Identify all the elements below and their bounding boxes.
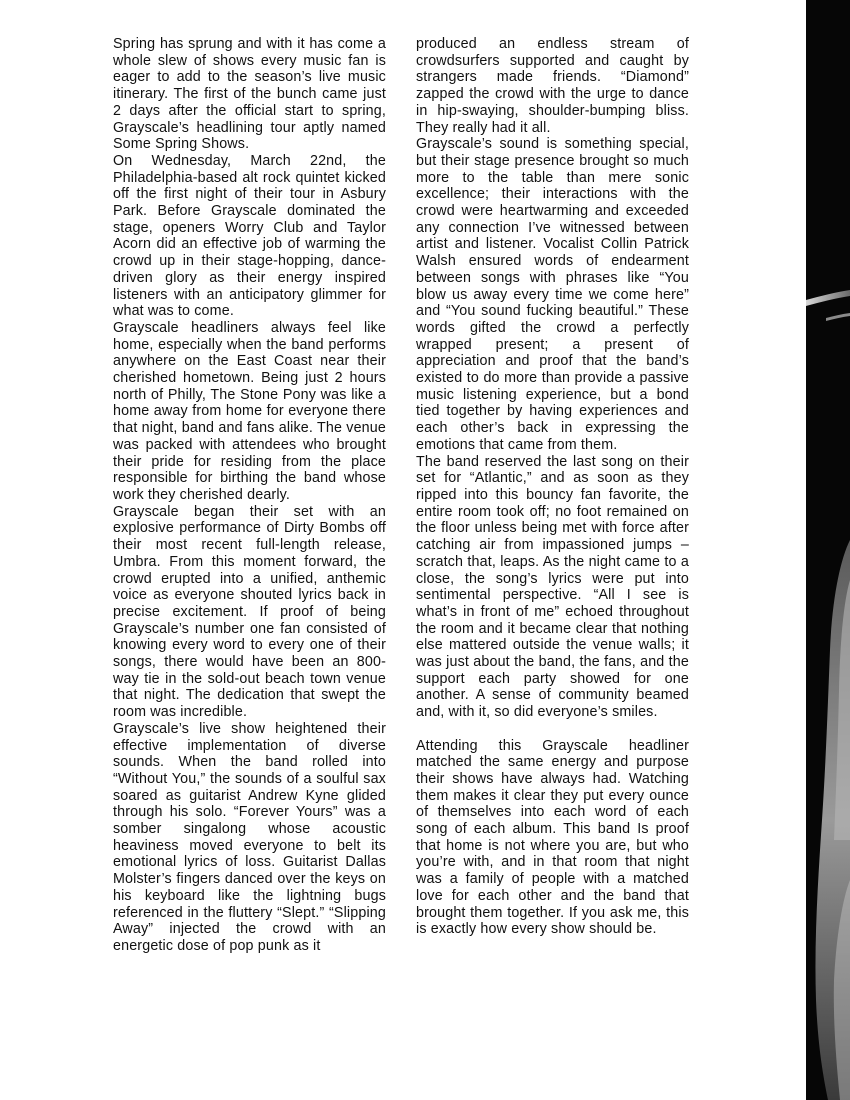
paragraph: Grayscale’s sound is something special, but their stage presence brought so much more to the table than mere sonic excellence; their interactions with the crowd were heartwarming and exceeded any connection I’ve witnessed between artist and listener. Vocalist Collin Patrick Walsh ensured words of endearment between songs with phrases like “You blow us away every time we come here” and “You sound fucking beautiful.” These words gifted the crowd a perfectly wrapped present; a present of appreciation and proof that the band’s existed to do more than provide a passive music listening experience, but a bond tied together by having experiences and each other’s back in expressing the emotions that came from them.: [416, 136, 689, 453]
paragraph: The band reserved the last song on their set for “Atlantic,” and as soon as they ripped into this bouncy fan favorite, the entire room took off; no foot remained on the floor unless being met with force after catching air from impassioned jumps – scratch that, leaps. As the night came to a close, the song’s lyrics were put into sentimental perspective. “All I see is what’s in front of me” echoed throughout the room and it became clear that nothing else mattered outside the venue walls; it was just about the band, the fans, and the support each party showed for one another. A sense of community beamed and, with it, so did everyone’s smiles.: [416, 453, 689, 721]
article-column-right: [416, 36, 689, 938]
article-column-left: [113, 36, 386, 955]
paragraph: Grayscale headliners always feel like home, especially when the band performs anywhere on the East Coast near their cherished hometown. Being just 2 hours north of Philly, The Stone Pony was like a home away from home for everyone there that night, band and fans alike. The venue was packed with attendees who brought their pride for residing from the place responsible for birthing the band whose work they cherished dearly.: [113, 319, 386, 503]
paragraph: Grayscale’s live show heightened their effective implementation of diverse sounds. When the band rolled into “Without You,” the sounds of a soulful sax soared as guitarist Andrew Kyne glided through his solo. “Forever Yours” was a somber singalong whose acoustic heaviness moved everyone to belt its emotional lyrics of loss. Guitarist Dallas Molster’s fingers danced over the keys on his keyboard like the lightning bugs referenced in the fluttery “Slept.” “Slipping Away” injected the crowd with an energetic dose of pop punk as it: [113, 720, 386, 954]
paragraph-spacer: [416, 721, 689, 738]
paragraph: On Wednesday, March 22nd, the Philadelphia-based alt rock quintet kicked off the first night of their tour in Asbury Park. Before Grayscale dominated the stage, openers Worry Club and Taylor Acorn did an effective job of warming the crowd up in their stage-hopping, dance-driven glory as their energy inspired listeners with an anticipatory glimmer for what was to come.: [113, 152, 386, 320]
paragraph: Spring has sprung and with it has come a whole slew of shows every music fan is eager to add to the season’s live music itinerary. The first of the bunch came just 2 days after the official start to spring, Grayscale’s headlining tour aptly named Some Spring Shows.: [113, 36, 386, 153]
paragraph: Grayscale began their set with an explosive performance of Dirty Bombs off their most recent full-length release, Umbra. From this moment forward, the crowd erupted into a unified, anthemic voice as everyone shouted lyrics back in precise excitement. If proof of being Grayscale’s number one fan consisted of knowing every word to every one of their songs, there would have been an 800-way tie in the sold-out beach town venue that night. The dedication that swept the room was incredible.: [113, 503, 386, 721]
paragraph: produced an endless stream of crowdsurfers supported and caught by strangers made friends. “Diamond” zapped the crowd with the urge to dance in hip-swaying, shoulder-bumping bliss. They really had it all.: [416, 36, 689, 136]
paragraph: Attending this Grayscale headliner matched the same energy and purpose their shows have always had. Watching them makes it clear they put every ounce of themselves into each word of each song of each album. This band Is proof that home is not where you are, but who you’re with, and in that room that night was a family of people with a matched love for each other and the band that brought them together. If you ask me, this is exactly how every show should be.: [416, 737, 689, 938]
concert-photo-edge: [806, 0, 850, 1100]
